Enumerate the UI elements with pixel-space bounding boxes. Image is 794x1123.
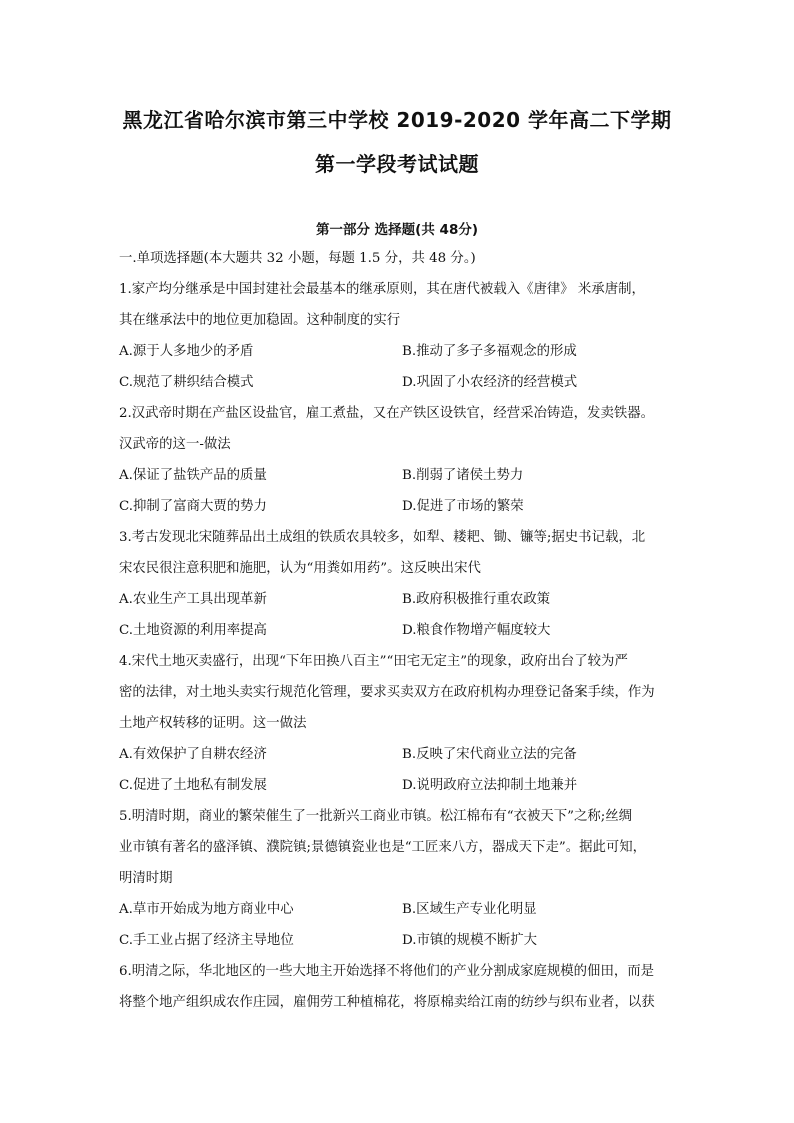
option-c: C.手工业占据了经济主导地位 xyxy=(119,933,294,948)
question-stem-line: 3.考古发现北宋随葬品出土成组的铁质农具较多，如犁、耧耙、锄、镰等;据史书记载，北 xyxy=(119,530,646,545)
question-stem-line: 明清时期 xyxy=(119,871,173,886)
exam-title-line2: 第一学段考试试题 xyxy=(315,152,479,176)
section-heading: 第一部分 选择题(共 48分) xyxy=(315,222,479,238)
question-item xyxy=(119,646,681,801)
question-item xyxy=(119,956,681,1018)
option-b: B.反映了宋代商业立法的完备 xyxy=(402,747,577,762)
option-b: B.削弱了诸侯土势力 xyxy=(402,468,524,483)
option-d: D.促进了市场的繁荣 xyxy=(402,499,524,514)
question-stem-line: 汉武帝的这一-做法 xyxy=(119,437,231,452)
question-stem-line: 土地产权转移的证明。这一做法 xyxy=(119,716,307,731)
exam-title-line1: 黑龙江省哈尔滨市第三中学校 2019-2020 学年高二下学期 xyxy=(122,108,672,132)
option-b: B.区域生产专业化明显 xyxy=(402,902,537,917)
option-a: A.有效保护了自耕农经济 xyxy=(119,747,267,762)
question-stem-line: 6.明清之际，华北地区的一些大地主开始选择不将他们的产业分割成家庭规模的佃田，而是 xyxy=(119,964,655,979)
question-stem-line: 密的法律，对土地头卖实行规范化管理，要求买卖双方在政府机构办理登记备案手续，作为 xyxy=(119,685,655,700)
question-stem-line: 2.汉武帝时期在产盐区设盐官，雇工煮盐，又在产铁区设铁官，经营采冶铸造，发卖铁器。 xyxy=(119,406,655,421)
question-stem-line: 将整个地产组织成农作庄园，雇佣劳工种植棉花，将原棉卖给江南的纺纱与织布业者，以获 xyxy=(119,995,655,1010)
option-c: C.促进了土地私有制发展 xyxy=(119,778,267,793)
question-item xyxy=(119,398,681,522)
option-d: D.粮食作物增产幅度较大 xyxy=(402,623,551,638)
question-item xyxy=(119,274,681,398)
question-stem-line: 4.宋代土地灭卖盛行，出现“下年田换八百主”“田宅无定主”的现象，政府出台了较为严 xyxy=(119,654,628,669)
option-a: A.保证了盐铁产品的质量 xyxy=(119,468,267,483)
option-c: C.抑制了富商大贾的势力 xyxy=(119,499,267,514)
option-a: A.农业生产工具出现革新 xyxy=(119,592,267,607)
question-stem-line: 其在继承法中的地位更加稳固。这种制度的实行 xyxy=(119,313,401,328)
question-stem-line: 业市镇有著名的盛泽镇、濮院镇;景德镇瓷业也是“工匠来八方，器成天下走”。据此可知， xyxy=(119,840,647,855)
instruction-text: 一.单项选择题(本大题共 32 小题，每题 1.5 分，共 48 分。) xyxy=(119,251,476,266)
question-item xyxy=(119,801,681,956)
question-stem-line: 1.家产均分继承是中国封建社会最基本的继承原则，其在唐代被载入《唐律》 米承唐制， xyxy=(119,282,645,297)
option-b: B.政府积极推行重农政策 xyxy=(402,592,551,607)
question-item xyxy=(119,522,681,646)
question-list xyxy=(119,243,681,1018)
question-stem-line: 宋农民很注意积肥和施肥，认为“用粪如用药”。这反映出宋代 xyxy=(119,561,481,576)
option-c: C.规范了耕织结合模式 xyxy=(119,375,254,390)
option-b: B.推动了多子多福观念的形成 xyxy=(402,344,577,359)
question-stem-line: 5.明清时期，商业的繁荣催生了一批新兴工商业市镇。松江棉布有“衣被天下”之称;丝绸 xyxy=(119,809,633,824)
option-d: D.说明政府立法抑制土地兼并 xyxy=(402,778,578,793)
option-a: A.草市开始成为地方商业中心 xyxy=(119,902,294,917)
option-c: C.土地资源的利用率提高 xyxy=(119,623,267,638)
option-a: A.源于人多地少的矛盾 xyxy=(119,344,254,359)
option-d: D.巩固了小农经济的经营模式 xyxy=(402,375,578,390)
option-d: D.市镇的规模不断扩大 xyxy=(402,933,538,948)
